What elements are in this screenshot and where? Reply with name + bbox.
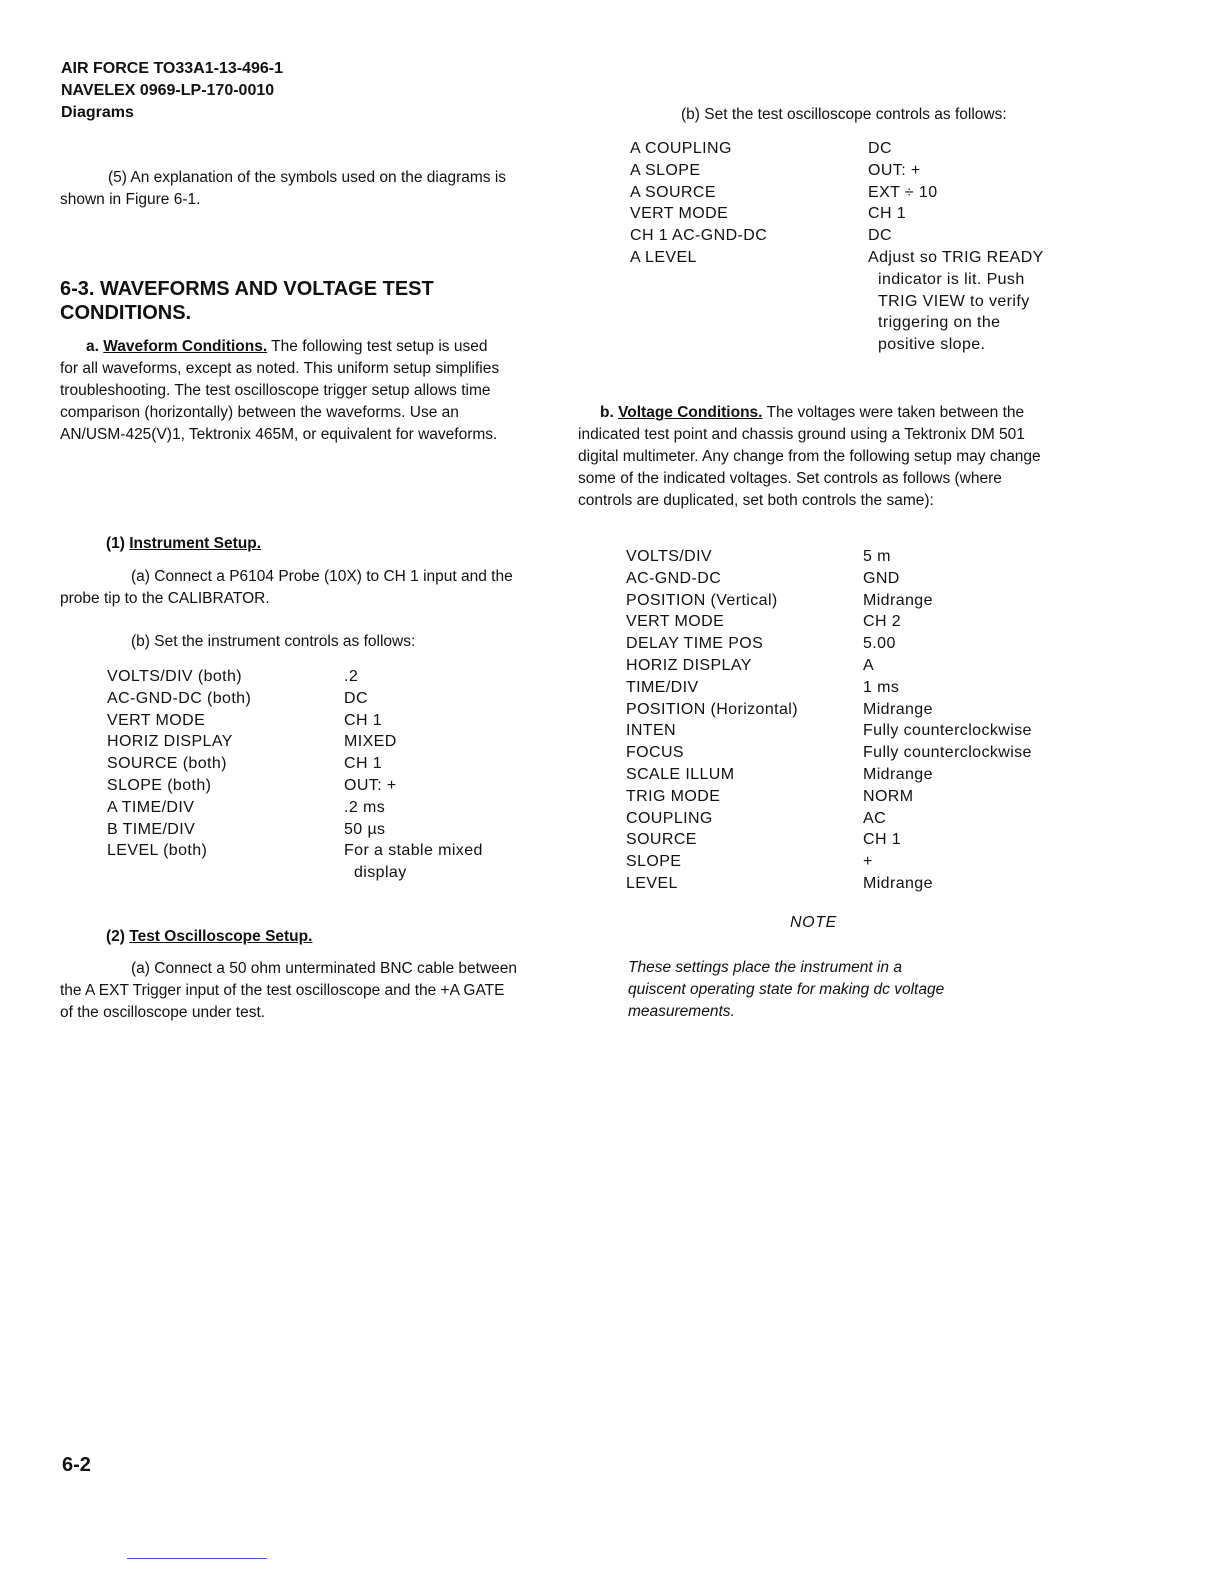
waveform-conditions-text: The following test setup is used for all waveforms, except as noted. This uniform setup simplifies troubleshooting. The test oscilloscope trigger setup allows time comparison (horizontally) between the waveforms. Use an AN/USM-425(V)1, Tektronix 465M, or equivalent for waveforms. — [60, 338, 500, 443]
paragraph-set-test-oscilloscope-controls: (b) Set the test oscilloscope controls as follows: — [681, 106, 1007, 123]
note-label: NOTE — [790, 914, 837, 931]
control-name: VERT MODE — [626, 613, 725, 631]
control-name: LEVEL (both) — [107, 842, 208, 860]
control-name: FOCUS — [626, 744, 684, 762]
section-title: 6-3. WAVEFORMS AND VOLTAGE TEST CONDITIONS. — [60, 278, 434, 324]
control-value: 5 m — [863, 548, 891, 565]
control-value: .2 ms — [344, 798, 386, 816]
control-name: A TIME/DIV — [107, 798, 195, 816]
control-name: A SLOPE — [630, 161, 701, 179]
control-name: A LEVEL — [630, 248, 697, 266]
control-value: Midrange — [863, 700, 933, 718]
settings-row — [626, 764, 1063, 786]
control-name: LEVEL — [626, 874, 678, 892]
settings-row — [630, 203, 1058, 225]
settings-row — [626, 633, 1063, 655]
control-value: OUT: + — [868, 161, 921, 179]
header-navelex-number: NAVELEX 0969-LP-170-0010 — [61, 82, 275, 99]
control-name: A SOURCE — [630, 183, 716, 201]
control-name: TRIG MODE — [626, 787, 721, 805]
test-oscilloscope-setup-heading: (2) Test Oscilloscope Setup. — [106, 928, 313, 945]
header-section-name: Diagrams — [61, 104, 134, 121]
control-name: VOLTS/DIV (both) — [107, 668, 243, 685]
control-value: MIXED — [344, 733, 397, 751]
control-value: Midrange — [863, 765, 933, 783]
control-value: CH 2 — [863, 613, 902, 631]
note-text: These settings place the instrument in a quiscent operating state for making dc voltage measurements. — [628, 959, 945, 1020]
control-value: DC — [868, 140, 892, 157]
voltage-conditions-heading: Voltage Conditions. — [618, 404, 763, 421]
test-oscilloscope-controls-table — [630, 138, 1058, 356]
paragraph-connect-probe: (a) Connect a P6104 Probe (10X) to CH 1 input and the probe tip to the CALIBRATOR. — [60, 568, 513, 607]
control-value: A — [863, 656, 875, 674]
settings-row — [630, 138, 1058, 160]
settings-row — [630, 247, 1058, 356]
paragraph-waveform-conditions — [60, 336, 500, 446]
settings-row — [107, 775, 514, 797]
control-value: CH 1 — [344, 755, 383, 773]
control-value: Midrange — [863, 591, 933, 609]
settings-row — [626, 611, 1063, 633]
instrument-setup-heading: (1) Instrument Setup. — [106, 535, 262, 552]
control-name: COUPLING — [626, 809, 713, 827]
settings-row — [107, 753, 514, 775]
voltage-conditions-text: The voltages were taken between the indicated test point and chassis ground using a Tektronix DM 501 digital multimeter. Any change from the following setup may change some of the indicated voltages. Set controls as follows (where controls are duplicated, set both controls the same): — [578, 404, 1041, 509]
control-value: 5.00 — [863, 635, 896, 653]
control-value: Fully counterclockwise — [863, 722, 1032, 740]
settings-row — [630, 225, 1058, 247]
control-name: B TIME/DIV — [107, 820, 196, 838]
control-value: Midrange — [863, 874, 933, 892]
paragraph-voltage-conditions — [578, 402, 1058, 512]
paragraph-symbols-explanation: (5) An explanation of the symbols used on the diagrams is shown in Figure 6-1. — [60, 169, 507, 208]
control-value: Adjust so TRIG READY indicator is lit. Push TRIG VIEW to verify triggering on the positive slope. — [868, 248, 1044, 354]
settings-row — [630, 182, 1058, 204]
control-value: OUT: + — [344, 776, 397, 794]
paragraph-label: b. — [600, 404, 619, 421]
settings-row — [107, 840, 514, 884]
control-value: NORM — [863, 787, 914, 805]
bottom-rule — [127, 1558, 267, 1559]
control-name: POSITION (Horizontal) — [626, 700, 798, 718]
control-name: DELAY TIME POS — [626, 635, 764, 653]
control-value: DC — [344, 689, 368, 707]
control-name: HORIZ DISPLAY — [107, 733, 233, 751]
control-value: DC — [868, 227, 892, 245]
control-value: .2 — [344, 668, 359, 685]
document-header — [61, 58, 283, 124]
paragraph-set-instrument-controls: (b) Set the instrument controls as follows: — [131, 633, 416, 650]
instrument-controls-table — [107, 666, 514, 884]
settings-row — [107, 688, 514, 710]
settings-row — [626, 829, 1063, 851]
control-name: SLOPE — [626, 853, 682, 871]
settings-row — [107, 731, 514, 753]
settings-row — [626, 851, 1063, 873]
control-name: SOURCE (both) — [107, 755, 227, 773]
control-value: CH 1 — [863, 831, 902, 849]
control-name: SCALE ILLUM — [626, 765, 735, 783]
control-value: + — [863, 853, 873, 871]
waveform-conditions-heading: Waveform Conditions. — [103, 338, 268, 355]
settings-row — [626, 677, 1063, 699]
settings-row — [626, 655, 1063, 677]
control-name: VOLTS/DIV — [626, 548, 712, 565]
control-name: VERT MODE — [630, 205, 729, 223]
header-air-force-number: AIR FORCE TO33A1-13-496-1 — [61, 60, 283, 77]
paragraph-connect-bnc-cable: (a) Connect a 50 ohm unterminated BNC cable between the A EXT Trigger input of the test oscilloscope and the +A GATE of the oscilloscope under test. — [60, 960, 517, 1021]
control-value: GND — [863, 569, 900, 587]
control-name: VERT MODE — [107, 711, 206, 729]
settings-row — [107, 819, 514, 841]
page-number: 6-2 — [62, 1454, 91, 1476]
settings-row — [626, 699, 1063, 721]
settings-row — [626, 590, 1063, 612]
control-name: TIME/DIV — [626, 678, 699, 696]
voltage-controls-table — [626, 546, 1063, 895]
settings-row — [626, 786, 1063, 808]
control-value: Fully counterclockwise — [863, 744, 1032, 762]
settings-row — [107, 797, 514, 819]
control-value: 50 µs — [344, 820, 386, 838]
control-value: CH 1 — [868, 205, 907, 223]
control-name: CH 1 AC-GND-DC — [630, 227, 768, 245]
control-name: SOURCE — [626, 831, 697, 849]
control-name: A COUPLING — [630, 140, 732, 157]
control-name: AC-GND-DC (both) — [107, 689, 252, 707]
control-name: SLOPE (both) — [107, 776, 212, 794]
control-value: 1 ms — [863, 678, 900, 696]
settings-row — [626, 873, 1063, 895]
control-name: HORIZ DISPLAY — [626, 656, 752, 674]
settings-row — [630, 160, 1058, 182]
settings-row — [626, 546, 1063, 568]
settings-row — [626, 742, 1063, 764]
control-name: AC-GND-DC — [626, 569, 722, 587]
paragraph-label: a. — [86, 338, 99, 355]
control-name: INTEN — [626, 722, 676, 740]
settings-row — [626, 568, 1063, 590]
control-name: POSITION (Vertical) — [626, 591, 778, 609]
control-value: CH 1 — [344, 711, 383, 729]
control-value: For a stable mixed display — [344, 842, 483, 882]
settings-row — [107, 666, 514, 688]
settings-row — [626, 808, 1063, 830]
settings-row — [107, 710, 514, 732]
control-value: EXT ÷ 10 — [868, 183, 938, 201]
control-value: AC — [863, 809, 887, 827]
settings-row — [626, 720, 1063, 742]
